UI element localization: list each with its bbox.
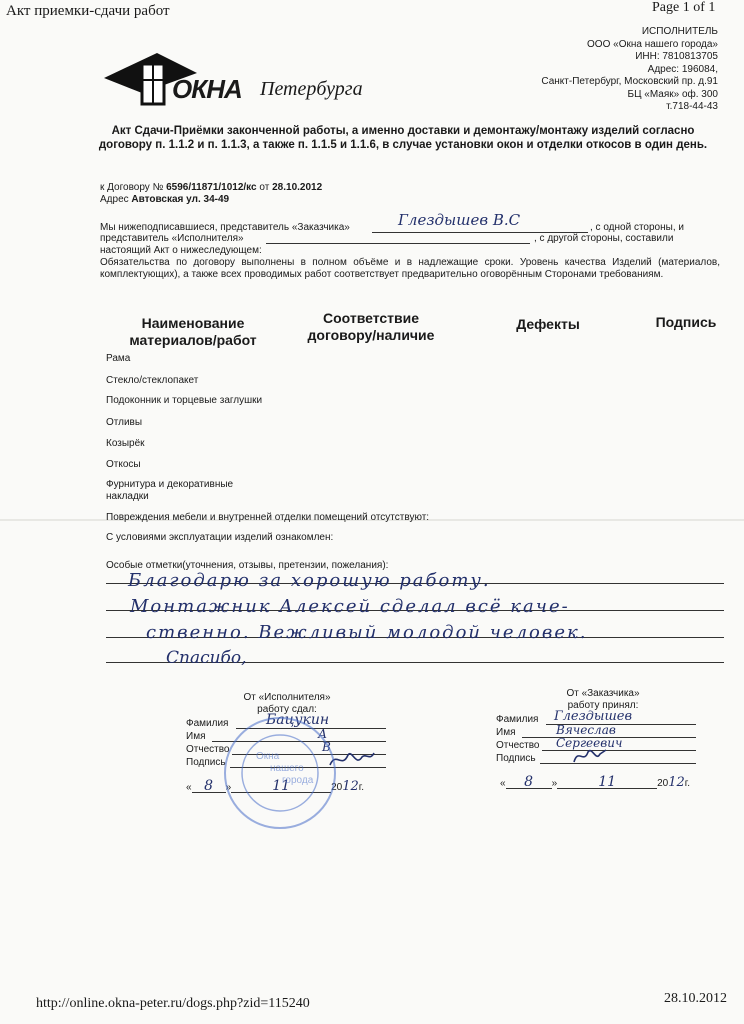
- customer-sign-title: От «Заказчика»: [566, 688, 640, 699]
- executor-label-surname: Фамилия: [186, 718, 229, 729]
- executor-label-name: Имя: [186, 731, 206, 742]
- footer-date: 28.10.2012: [664, 991, 727, 1006]
- customer-label-patronymic: Отчество: [496, 740, 540, 751]
- customer-date-day: 8: [506, 776, 552, 789]
- stamp-line2: нашего: [270, 763, 304, 774]
- executor-date: « 8 » 11 2012г.: [186, 778, 365, 794]
- executor-phone: т.718-44-43: [666, 101, 718, 112]
- table-row: Фурнитура и декоративные накладки: [106, 479, 234, 502]
- executor-details: [541, 26, 718, 114]
- usage-statement: С условиями эксплуатации изделий ознакомлен:: [106, 532, 334, 543]
- footer-url: http://online.okna-peter.ru/dogs.php?zid=115240: [36, 996, 310, 1011]
- table-row: Козырёк: [106, 438, 145, 449]
- executor-address: Адрес: 196084,: [647, 63, 718, 75]
- customer-rep-handwritten: Глездышев В.С: [398, 211, 521, 229]
- para1-d: , с другой стороны, составили: [534, 233, 674, 244]
- table-row: Подоконник и торцевые заглушки: [106, 395, 263, 406]
- executor-year-prefix: 20: [331, 782, 343, 793]
- company-logo: [102, 48, 372, 108]
- page-number: Page 1 of 1: [652, 0, 716, 15]
- executor-inn: ИНН: 7810813705: [635, 51, 718, 62]
- customer-year-prefix: 20: [657, 778, 669, 789]
- executor-date-month: 11: [231, 780, 331, 793]
- col-header-signature: Подпись: [655, 314, 717, 330]
- address-prefix: Адрес: [100, 194, 129, 205]
- notes-handwritten-line: ственно. Вежливый молодой человек.: [146, 622, 588, 643]
- executor-label-signature: Подпись: [186, 757, 226, 768]
- notes-handwritten-line: Благодарю за хорошую работу.: [128, 570, 491, 591]
- col-header-defects: Дефекты: [516, 316, 580, 332]
- para1-a: Мы нижеподписавшиеся, представитель «Заказчика»: [100, 222, 350, 233]
- contract-line: [100, 182, 322, 194]
- contract-prefix: к Договору №: [100, 182, 164, 193]
- col-header-materials: Наименование материалов/работ: [129, 315, 257, 348]
- logo-brand-sub: Петербурга: [260, 78, 363, 100]
- customer-label-name: Имя: [496, 727, 516, 738]
- customer-signature-line: [540, 763, 696, 764]
- table-row: Отливы: [106, 417, 143, 428]
- customer-date-month: 11: [557, 776, 657, 789]
- executor-label-patronymic: Отчество: [186, 744, 230, 755]
- customer-sign-subtitle: работу принял:: [567, 700, 639, 711]
- para1-e: настоящий Акт о нижеследующем:: [100, 245, 262, 256]
- customer-signature-scribble: [570, 744, 610, 768]
- executor-year-suffix: 12: [342, 779, 359, 794]
- table-row: Откосы: [106, 459, 141, 470]
- stamp-line3: города: [282, 775, 314, 786]
- customer-year-suffix: 12: [668, 775, 685, 790]
- para2: Обязательства по договору выполнены в полном объёме и в надлежащие сроки. Уровень качества Изделий (материалов, комплектующих), а также всех проводимых работ соответствует предварительно оговорённым Сторонами требованиям.: [100, 257, 720, 280]
- table-row: Стекло/стеклопакет: [106, 375, 199, 386]
- act-title: Акт Сдачи-Приёмки законченной работы, а именно доставки и демонтажу/монтажу изделий согласно договору п. 1.1.2 и п. 1.1.3, а также п. 1.1.5 и 1.1.6, в случае установки окон и отделки откосов в один день.: [98, 125, 708, 151]
- executor-office: БЦ «Маяк» оф. 300: [627, 88, 718, 100]
- contract-date: 28.10.2012: [272, 182, 323, 193]
- para1-b: , с одной стороны, и: [590, 222, 684, 233]
- table-row: Рама: [106, 353, 131, 364]
- col-header-compliance: Соответствие договору/наличие: [307, 310, 435, 343]
- executor-year-g: г.: [358, 782, 365, 793]
- executor-surname-value: Бацукин: [266, 712, 330, 728]
- company-stamp: [222, 715, 338, 831]
- executor-rep-line: [266, 243, 530, 244]
- customer-label-surname: Фамилия: [496, 714, 539, 725]
- address-line: [100, 194, 229, 206]
- executor-date-day: 8: [192, 780, 226, 793]
- executor-patronymic-value: В: [322, 740, 331, 754]
- executor-sign-title: От «Исполнителя»: [243, 692, 331, 703]
- customer-patronymic-line: [542, 750, 696, 751]
- customer-year-g: г.: [684, 778, 691, 789]
- executor-company: ООО «Окна нашего города»: [587, 38, 718, 50]
- notes-label: Особые отметки(уточнения, отзывы, претензии, пожелания):: [106, 560, 389, 571]
- notes-handwritten-line: Монтажник Алексей сделал всё каче-: [130, 596, 570, 617]
- notes-handwritten-line: Спасибо,: [166, 648, 247, 668]
- executor-name-value: А: [318, 727, 328, 741]
- contract-number: 6596/11871/1012/кс: [166, 182, 257, 193]
- contract-from: от: [259, 182, 270, 193]
- executor-title: ИСПОЛНИТЕЛЬ: [641, 26, 718, 37]
- customer-name-value: Вячеслав: [556, 723, 616, 737]
- damage-statement: Повреждения мебели и внутренней отделки помещений отсутствуют:: [106, 512, 430, 523]
- address-value: Автовская ул. 34-49: [131, 194, 230, 205]
- customer-surname-value: Глездышев: [554, 709, 633, 724]
- customer-date: « 8 » 11 2012г.: [500, 774, 691, 790]
- logo-brand-main: ОКНА: [172, 74, 242, 104]
- customer-patronymic-value: Сергеевич: [556, 736, 623, 750]
- para1-c: представитель «Исполнителя»: [100, 233, 244, 244]
- browser-print-title: Акт приемки-сдачи работ: [6, 3, 170, 19]
- executor-sign-subtitle: работу сдал:: [257, 704, 317, 715]
- executor-city: Санкт-Петербург, Московский пр. д.91: [541, 76, 718, 87]
- stamp-line1: Окна: [256, 751, 280, 762]
- customer-label-signature: Подпись: [496, 753, 536, 764]
